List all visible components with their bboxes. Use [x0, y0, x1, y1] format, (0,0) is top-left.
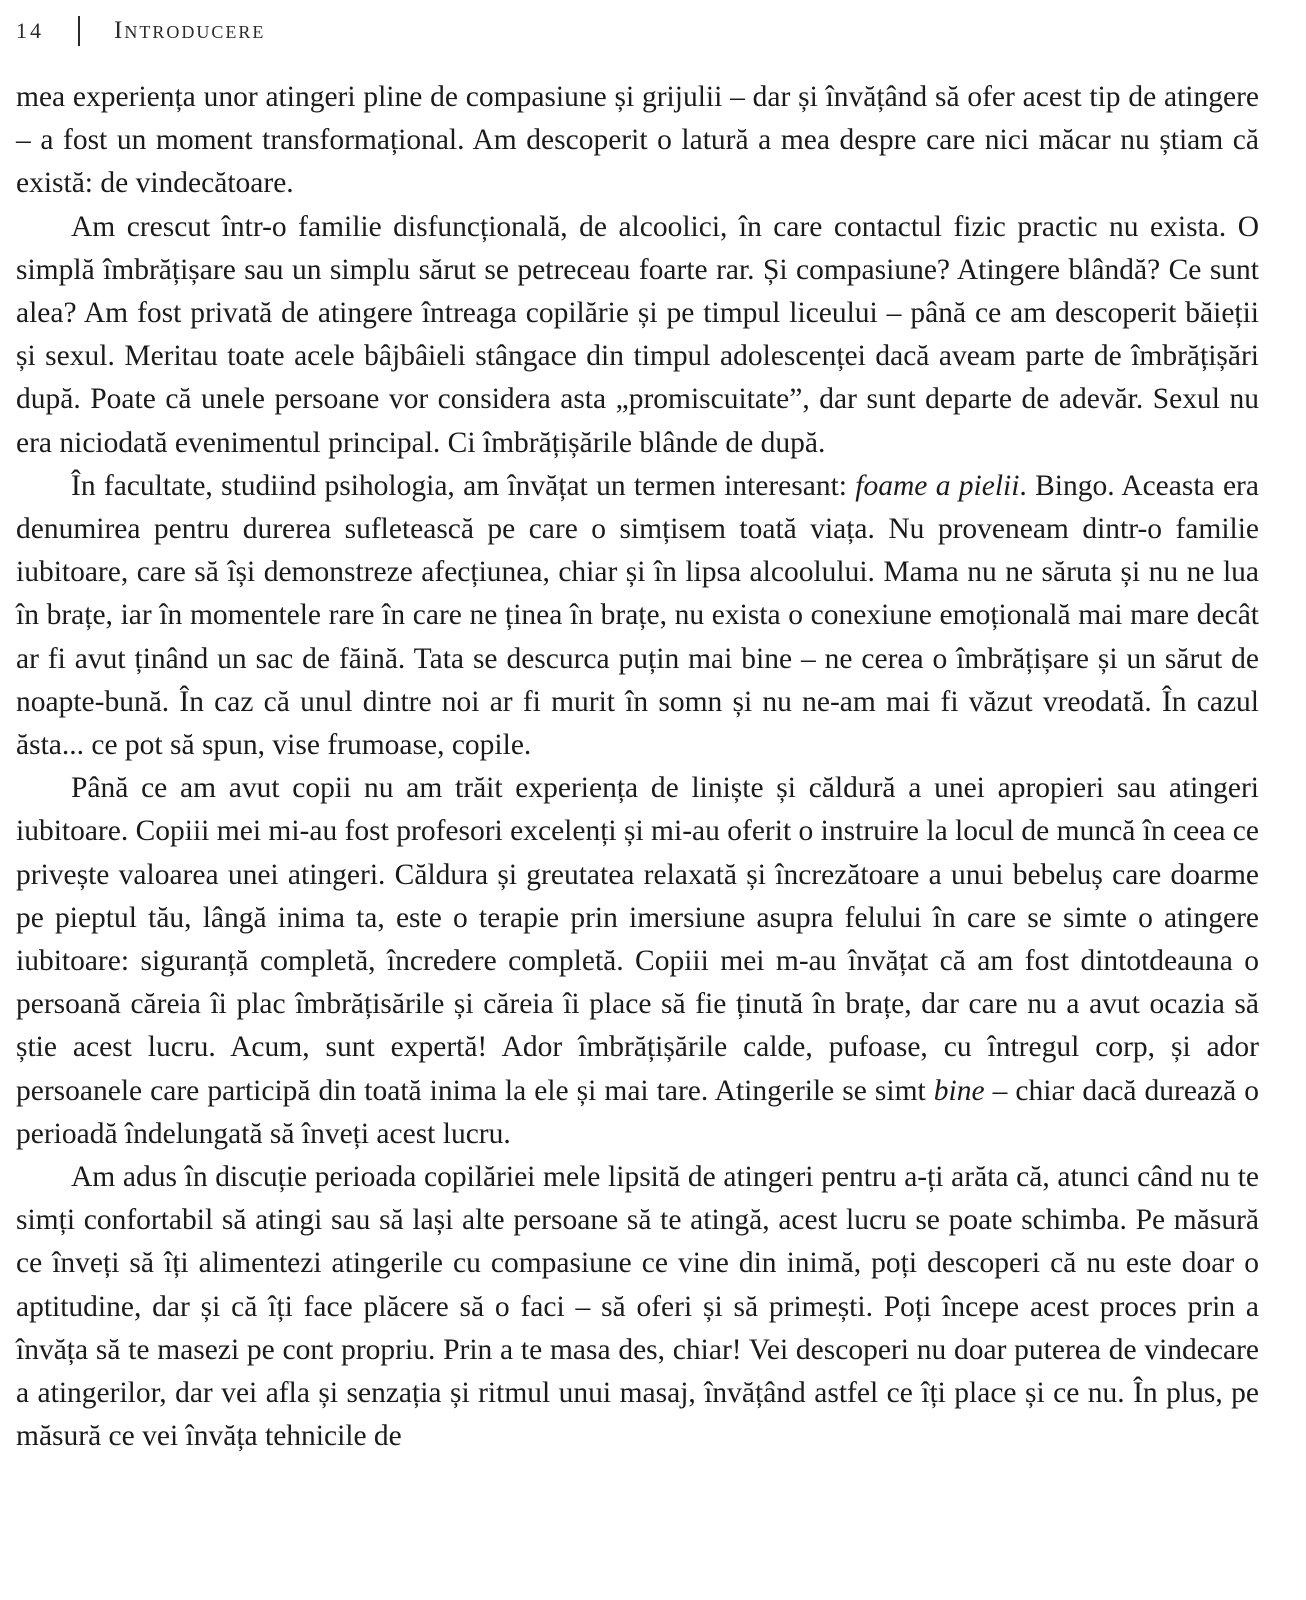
italic-text: foame a pielii	[855, 469, 1020, 502]
chapter-title: Introducere	[114, 17, 266, 44]
text-run: mea experiența unor atingeri pline de compasiune și grijulii – dar și învățând să ofer acest tip de atingere – a fost un moment transformațional. Am descoperit o latură a mea despre care nici măcar nu știam că există: de vindecătoare.	[16, 81, 1259, 200]
italic-text: bine	[933, 1074, 985, 1107]
page-number: 14	[16, 18, 44, 43]
text-run: – chiar dacă durează o perioadă îndelungată să înveți acest lucru.	[16, 1074, 1259, 1150]
paragraph	[16, 76, 1259, 206]
header-divider	[78, 16, 80, 46]
text-run: . Bingo. Aceasta era denumirea pentru durerea sufletească pe care o simțisem toată viața. Nu proveneam dintr-o familie iubitoare, care să își demonstreze afecțiunea, chiar și în lipsa alcoolului. Mama nu ne săruta și nu ne lua în brațe, iar în momentele rare în care ne ținea în brațe, nu exista o conexiune emoțională mai mare decât ar fi avut ținând un sac de făină. Tata se descurca puțin mai bine – ne cerea o îmbrățișare și un sărut de noapte-bună. În caz că unul dintre noi ar fi murit în somn și nu ne-am mai fi văzut vreodată. În cazul ăsta... ce pot să spun, vise frumoase, copile.	[16, 469, 1259, 762]
paragraph	[16, 1156, 1259, 1458]
text-run: Am adus în discuție perioada copilăriei mele lipsită de atingeri pentru a-ți arăta că, atunci când nu te simți confortabil să atingi sau să lași alte persoane să te atingă, acest lucru se poate schimba. Pe măsură ce înveți să îți alimentezi atingerile cu compasiune ce vine din inimă, poți descoperi că nu este doar o aptitudine, dar și că îți face plăcere să o faci – să oferi și să primești. Poți începe acest proces prin a învăța să te masezi pe cont propriu. Prin a te masa des, chiar! Vei descoperi nu doar puterea de vindecare a atingerilor, dar vei afla și senzația și ritmul unui masaj, învățând astfel ce îți place și ce nu. În plus, pe măsură ce vei învăța tehnicile de	[16, 1161, 1259, 1453]
book-page	[16, 0, 1259, 1459]
text-run: Am crescut într-o familie disfuncțională, de alcoolici, în care contactul fizic practic nu exista. O simplă îmbrățișare sau un simplu sărut se petreceau foarte rar. Și compasiune? Atingere blândă? Ce sunt alea? Am fost privată de atingere întreaga copilărie și pe timpul liceului – până ce am descoperit băieții și sexul. Meritau toate acele bâjbâieli stângace din timpul adolescenței dacă aveam parte de îmbrățișări după. Poate că unele persoane vor considera asta „promiscuitate”, dar sunt departe de adevăr. Sexul nu era niciodată evenimentul principal. Ci îmbrățișările blânde de după.	[16, 210, 1259, 459]
running-header	[16, 0, 1259, 62]
paragraph	[16, 465, 1259, 767]
text-run: Până ce am avut copii nu am trăit experiența de liniște și căldură a unei apropieri sau atingeri iubitoare. Copiii mei mi-au fost profesori excelenți și mi-au oferit o instruire la locul de muncă în ceea ce privește valoarea unei atingeri. Căldura și greutatea relaxată și încrezătoare a unui bebeluș care doarme pe pieptul tău, lângă inima ta, este o terapie prin imersiune asupra felului în care se simte o atingere iubitoare: siguranță completă, încredere completă. Copiii mei m-au învățat că am fost dintotdeauna o persoană căreia îi plac îmbrățisările și căreia îi place să fie ținută în brațe, dar care nu a avut ocazia să știe acest lucru. Acum, sunt expertă! Ador îmbrățișările calde, pufoase, cu întregul corp, și ador persoanele care participă din toată inima la ele și mai tare. Atingerile se simt	[16, 772, 1259, 1107]
body-text	[16, 76, 1259, 1459]
text-run: În facultate, studiind psihologia, am învățat un termen interesant:	[71, 469, 856, 502]
paragraph	[16, 767, 1259, 1156]
paragraph	[16, 206, 1259, 465]
